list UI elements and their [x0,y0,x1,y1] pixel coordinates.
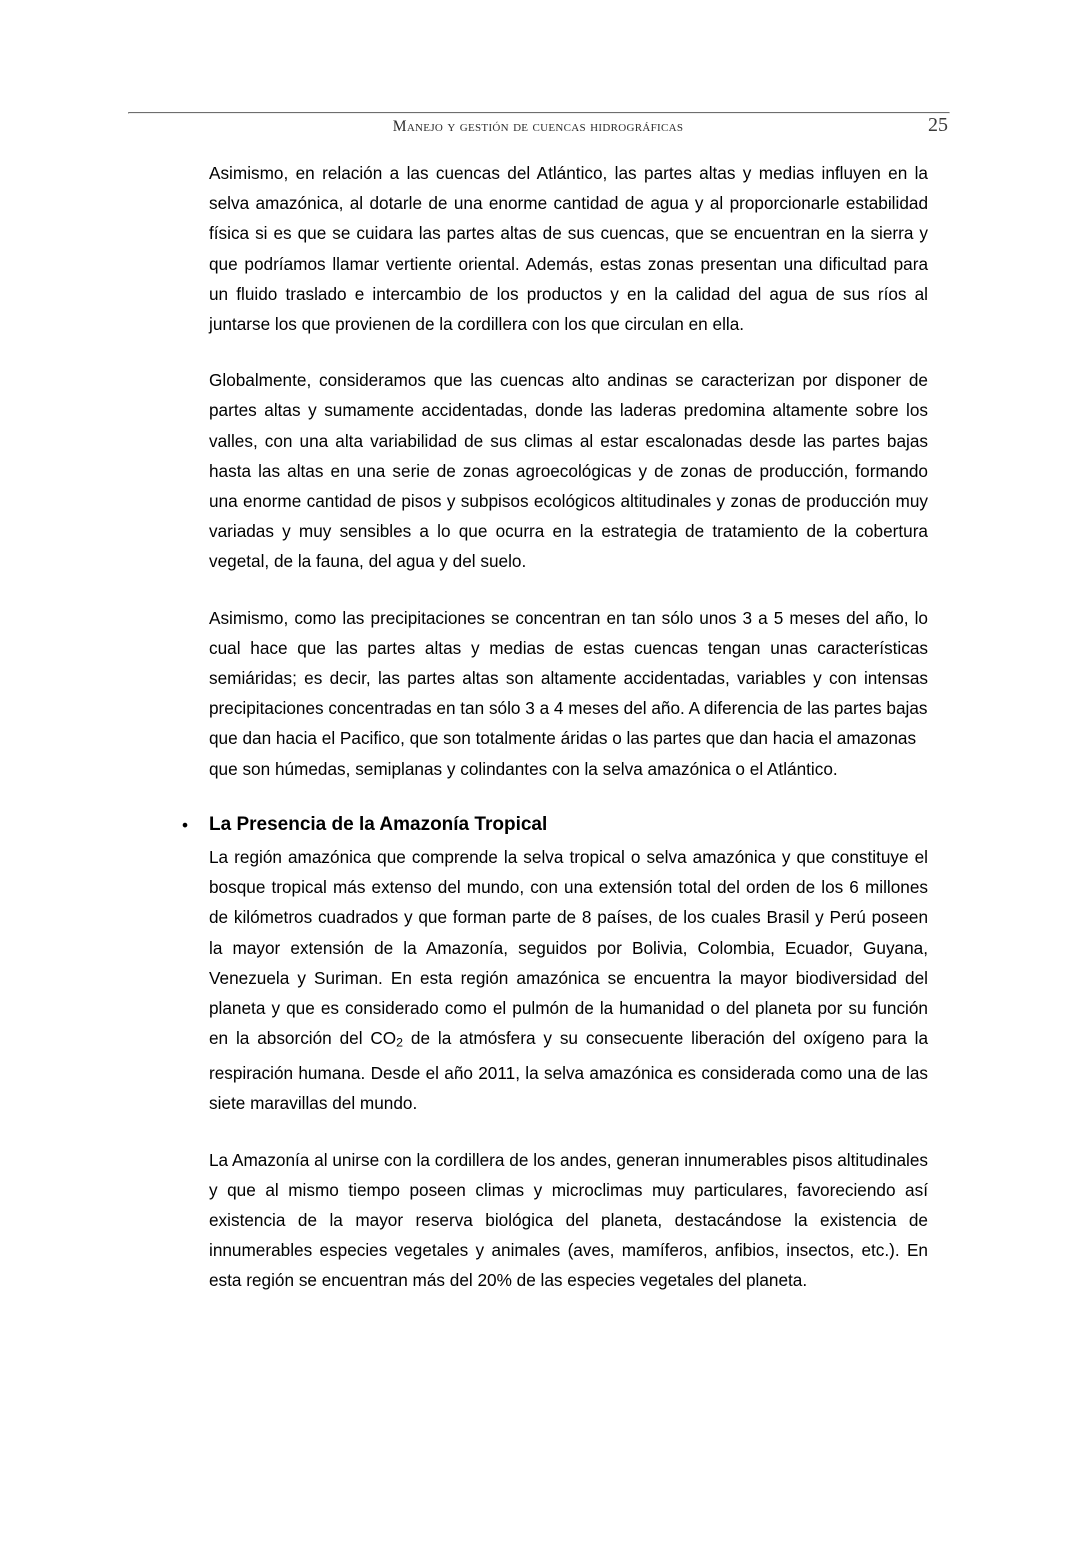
paragraph-region-amazonica-part1: La región amazónica que comprende la selva tropical o selva amazónica y que constituye el bosque tropical más extenso del mundo, con una extensión total del orden de los 6 millones de kilómetros cuadrados y que forman parte de 8 países, de los cuales Brasil y Perú poseen la mayor extensión de la Amazonía, seguidos por Bolivia, Colombia, Ecuador, Guyana, Venezuela y Suriman. En esta región amazónica se encuentra la mayor biodiversidad del planeta y que es considerado como el pulmón de la humanidad o del planeta por su función en la absorción del CO [209,847,928,1049]
paragraph-region-amazonica [209,842,928,1119]
bullet-point-icon: • [182,814,189,835]
co2-subscript: 2 [396,1036,404,1050]
section-heading: La Presencia de la Amazonía Tropical [209,813,548,835]
running-head-title: Manejo y gestión de cuencas hidrográficas [392,118,684,135]
paragraph-cordillera-andes: La Amazonía al unirse con la cordillera de los andes, generan innumerables pisos altitudinales y que al mismo tiempo poseen climas y microclimas muy particulares, favoreciendo así existencia de la mayor reserva biológica del planeta, destacándose la existencia de innumerables especies vegetales y animales (aves, mamíferos, anfibios, insectos, etc.). En esta región se encuentran más del 20% de las especies vegetales del planeta. [209,1149,928,1291]
paragraph-precipitaciones-tail: que dan hacia el Pacifico, que son totalmente áridas o las partes que dan hacia el amazonas que son húmedas, semiplanas y colindantes con la selva amazónica o el Atlántico. [209,728,917,779]
header-row [128,114,948,142]
paragraph-cuencas-altoandinas: Globalmente, consideramos que las cuencas alto andinas se caracterizan por disponer de partes altas y sumamente accidentadas, donde las laderas predomina altamente sobre los valles, con una alta variabilidad de sus climas al estar escalonadas desde las partes bajas hasta las altas en una serie de zonas agroecológicas y de zonas de producción, formando una enorme cantidad de pisos y subpisos ecológicos altitudinales y zonas de producción muy variadas y muy sensibles a lo que ocurra en la estrategia de tratamiento de la cobertura vegetal, de la fauna, del agua y del suelo. [209,370,928,572]
document-body [182,158,928,1322]
paragraph-precipitaciones-justified: Asimismo, como las precipitaciones se concentran en tan sólo unos 3 a 5 meses del año, lo cual hace que las partes altas y medias de estas cuencas tengan unas características semiáridas; es decir, las partes altas son altamente accidentadas, variables y con intensas precipitaciones concentradas en tan sólo 3 a 4 meses del año. A diferencia de las partes bajas [209,607,928,719]
paragraph-region-amazonica-part2: de la atmósfera y su consecuente liberación del oxígeno para la respiración humana. Desde el año 2011, la selva amazónica es considerada como una de las siete maravillas del mundo. [209,1028,928,1114]
paragraph-precipitaciones [209,603,928,784]
page-header [128,112,948,142]
section-amazonia-tropical [182,810,928,1296]
paragraph-atlantico: Asimismo, en relación a las cuencas del Atlántico, las partes altas y medias influyen en la selva amazónica, al dotarle de una enorme cantidad de agua y al proporcionarle estabilidad física si es que se cuidara las partes altas de sus cuencas, que se encuentran en la sierra y que podríamos llamar vertiente oriental. Además, estas zonas presentan una dificultad para un fluido traslado e intercambio de los productos y en la calidad del agua de sus ríos al juntarse los que provienen de la cordillera con los que circulan en ella. [209,163,928,335]
page-number: 25 [928,114,948,136]
